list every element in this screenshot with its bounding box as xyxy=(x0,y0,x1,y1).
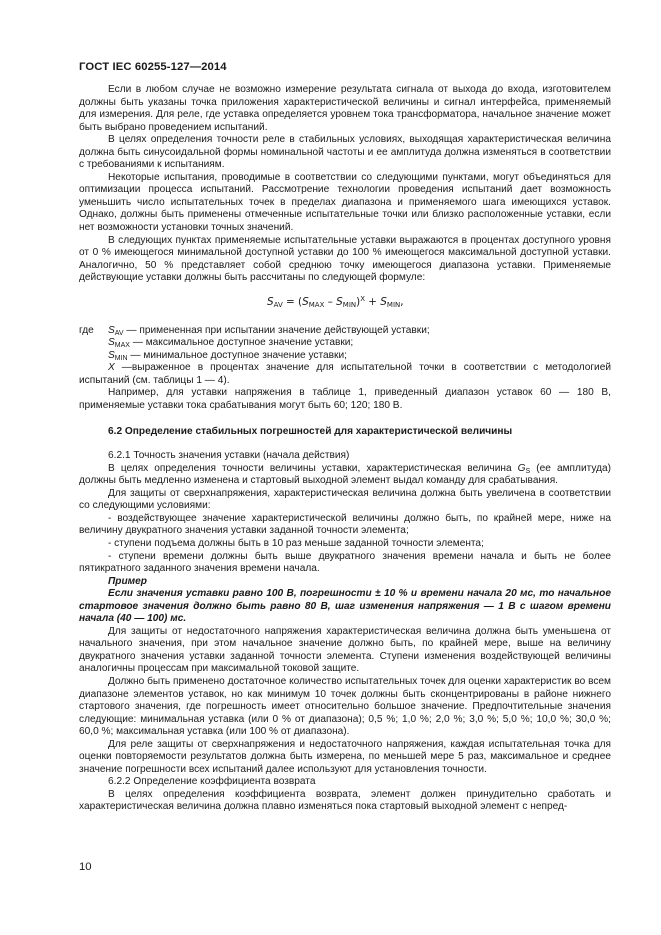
where-label: где xyxy=(79,324,94,336)
legend-x: X —выраженное в процентах значение для испытательной точки в соответствии с методологией испытаний (см. таблицы 1 — 4). xyxy=(79,362,611,386)
formula-legend xyxy=(79,325,611,363)
document-body xyxy=(79,84,611,814)
paragraph: Например, для уставки напряжения в таблице 1, приведенный диапазон уставок 60 — 180 В, применяемые уставки тока срабатывания могут быть 60; 120; 180 В. xyxy=(79,387,611,412)
section-heading-6-2: 6.2 Определение стабильных погрешностей для характеристической величины xyxy=(108,425,513,437)
paragraph: Для защиты от сверхнапряжения, характеристическая величина должна быть увеличена в соответствии со следующими условиями: xyxy=(79,487,611,512)
paragraph: Для защиты от недостаточного напряжения характеристическая величина должна быть уменьшена от начального значения, при этом начальное значение должно быть, по крайней мере, выше на величину двукратного значения уставки заданной точности элемента. Ступени изменения воздействующей величины аналогичны процессам при максимальной токовой защите. xyxy=(79,625,611,675)
paragraph: В следующих пунктах применяемые испытательные уставки выражаются в процентах доступного уровня от 0 % имеющегося минимальной доступной уставки до 100 % имеющегося максимальной доступной уставки. Аналогично, 50 % представляет собой среднюю точку имеющегося диапазона уставки. Применяемые действующие уставки должны быть рассчитаны по следующей формуле: xyxy=(79,234,611,284)
list-item: - воздействующее значение характеристической величины должно быть, по крайней мере, ниже на величину двукратного значения уставки заданной точности элемента; xyxy=(79,512,611,537)
paragraph: Если в любом случае не возможно измерение результата сигнала от выхода до входа, изготовителем должны быть указаны точка приложения характеристической величины и сигнал интерфейса, применяемый для измерения. Для реле, где уставка определяется уровнем тока трансформатора, начальное значение может быть выбрано проведением испытаний. xyxy=(79,84,611,133)
standard-header: ГОСТ IEC 60255-127—2014 xyxy=(79,61,227,73)
paragraph: Некоторые испытания, проводимые в соответствии со следующими пунктами, могут объединяться для оптимизации процесса испытаний. Рассмотрение технологии проведения испытаний дает возможность уменьшить число испытательных точек в пределах диапазона и применяемого шага имеющихся уставок. Однако, должны быть применены отмеченные испытательные точки или близко расположенные уставки, если нет возможности установки точных значений. xyxy=(79,171,611,234)
paragraph: В целях определения коэффициента возврата, элемент должен принудительно сработать и характеристическая величина должна плавно изменяться пока стартовый выходной элемент с непред- xyxy=(79,788,611,813)
list-item: - ступени подъема должны быть в 10 раз меньше заданной точности элемента; xyxy=(108,537,484,549)
paragraph: Для реле защиты от сверхнапряжения и недостаточного напряжения, каждая испытательная точка для оценки повторяемости результатов должна быть измерена, по меньшей мере 5 раз, максимальное и среднее значение погрешности всех испытаний далее используют для установления точности. xyxy=(79,738,611,775)
setting-formula: $S_{AV} = (S_{MAX} - S_{MIN})^X + S_{MIN}$, xyxy=(267,294,404,309)
paragraph: Должно быть применено достаточное количество испытательных точек для оценки характеристик во всем диапазоне элементов уставок, но как минимум 10 точек должны быть сконцентрированы в районе нижнего стартового значения, где погрешность имеет относительно большое значение. Предпочтительные значения следующие: минимальная уставка (или 0 % от диапазона); 0,5 %; 1,0 %; 2,0 %; 3,0 %; 5,0 %; 10,0 %; 30,0 %; 60,0 %; максимальная уставка (или 100 % от диапазона). xyxy=(79,675,611,738)
list-item: - ступени времени должны быть выше двукратного значения времени начала и быть не более пятикратного заданного значения времени начала. xyxy=(79,550,611,575)
paragraph: В целях определения точности реле в стабильных условиях, выходящая характеристическая величина должна быть синусоидальной формы номинальной частоты и ее амплитуда должна изменяться в соответствии с требованиями к испытаниям. xyxy=(79,134,611,171)
page-number: 10 xyxy=(79,861,92,873)
paragraph: В целях определения точности величины уставки, характеристическая величина $G_S$ (ее амплитуда) должны быть медленно изменена и стартовый выходной элемент выдал команду для срабатывания. xyxy=(79,462,611,487)
subsection-heading-6-2-2: 6.2.2 Определение коэффициента возврата xyxy=(108,776,316,788)
legend-sav: $S_{AV}$ — примененная при испытании значение действующей уставки; xyxy=(108,324,430,337)
example-text: Если значения уставки равно 100 В, погрешности ± 10 % и времени начала 20 мс, то начальное стартовое значения должно быть равно 80 В, шаг изменения напряжения — 1 В с шагом времени начала (40 — 100) мс. xyxy=(79,588,611,625)
subsection-heading-6-2-1: 6.2.1 Точность значения уставки (начала действия) xyxy=(108,450,350,462)
example-title: Пример xyxy=(108,575,147,587)
legend-smax: $S_{MAX}$ — максимальное доступное значение уставки; xyxy=(108,337,354,350)
legend-smin: $S_{MIN}$ — минимальное доступное значение уставки; xyxy=(108,349,347,362)
